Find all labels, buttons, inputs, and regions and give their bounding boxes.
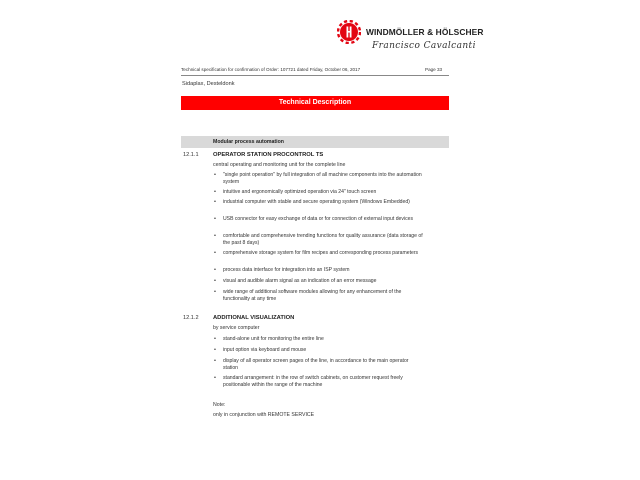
bullet-icon: • (214, 250, 216, 256)
list-item: USB connector for easy exchange of data or for connection of external input devices (223, 216, 413, 222)
handwritten-signature: Francisco Cavalcanti (372, 41, 476, 51)
note-text: only in conjunction with REMOTE SERVICE (213, 412, 315, 418)
bullet-icon: • (214, 278, 216, 284)
bullet-icon: • (214, 267, 216, 273)
document-banner: Technical Description (181, 96, 449, 110)
bullet-icon: • (214, 199, 216, 205)
list-item: visual and audible alarm signal as an indication of an error message (223, 278, 377, 284)
list-item: input option via keyboard and mouse (223, 347, 307, 353)
header-divider (181, 75, 449, 76)
list-item: display of all operator screen pages of the line, in accordance to the main operator station (223, 358, 409, 371)
bullet-icon: • (214, 216, 216, 222)
spec-header: Technical specification for confirmation of Order: 107721 dated Friday, October 06, 2017 (181, 67, 361, 72)
bullet-icon: • (214, 336, 216, 342)
list-item: process data interface for integration into an ISP system (223, 267, 350, 273)
item-heading: ADDITIONAL VISUALIZATION (213, 315, 295, 321)
item-number: 12.1.2 (183, 315, 199, 321)
bullet-icon: • (214, 233, 216, 239)
bullet-icon: • (214, 375, 216, 381)
note-label: Note: (213, 402, 226, 408)
bullet-icon: • (214, 172, 216, 178)
bullet-icon: • (214, 347, 216, 353)
list-item: industrial computer with stable and secure operating system (Windows Embedded) (223, 199, 410, 205)
customer-location: Sidaplax, Desteldonk (182, 81, 235, 87)
bullet-icon: • (214, 189, 216, 195)
item-number: 12.1.1 (183, 152, 199, 158)
list-item: comfortable and comprehensive trending functions for quality assurance (data storage of the past 8 days) (223, 233, 423, 246)
list-item: comprehensive storage system for film recipes and corresponding process parameters (223, 250, 419, 256)
list-item: wide range of additional software modules allowing for any enhancement of the functionality at any time (223, 289, 402, 302)
list-item: stand-alone unit for monitoring the entire line (223, 336, 324, 342)
item-intro: by service computer (213, 325, 260, 331)
list-item: intuitive and ergonomically optimized operation via 24" touch screen (223, 189, 377, 195)
item-heading: OPERATOR STATION PROCONTROL TS (213, 152, 324, 158)
item-intro: central operating and monitoring unit for the complete line (213, 162, 346, 168)
bullet-icon: • (214, 358, 216, 364)
section-title: Modular process automation (213, 139, 284, 145)
list-item: standard arrangement: in the row of switch cabinets, on customer request freely positionable within the range of the machine (223, 375, 403, 388)
brand-name: WINDMÖLLER & HÖLSCHER (366, 27, 484, 37)
bullet-icon: • (214, 289, 216, 295)
list-item: "single point operation" by full integration of all machine components into the automation system (223, 172, 422, 185)
page-number: Page 33 (425, 67, 443, 72)
wh-logo-icon (337, 20, 361, 44)
